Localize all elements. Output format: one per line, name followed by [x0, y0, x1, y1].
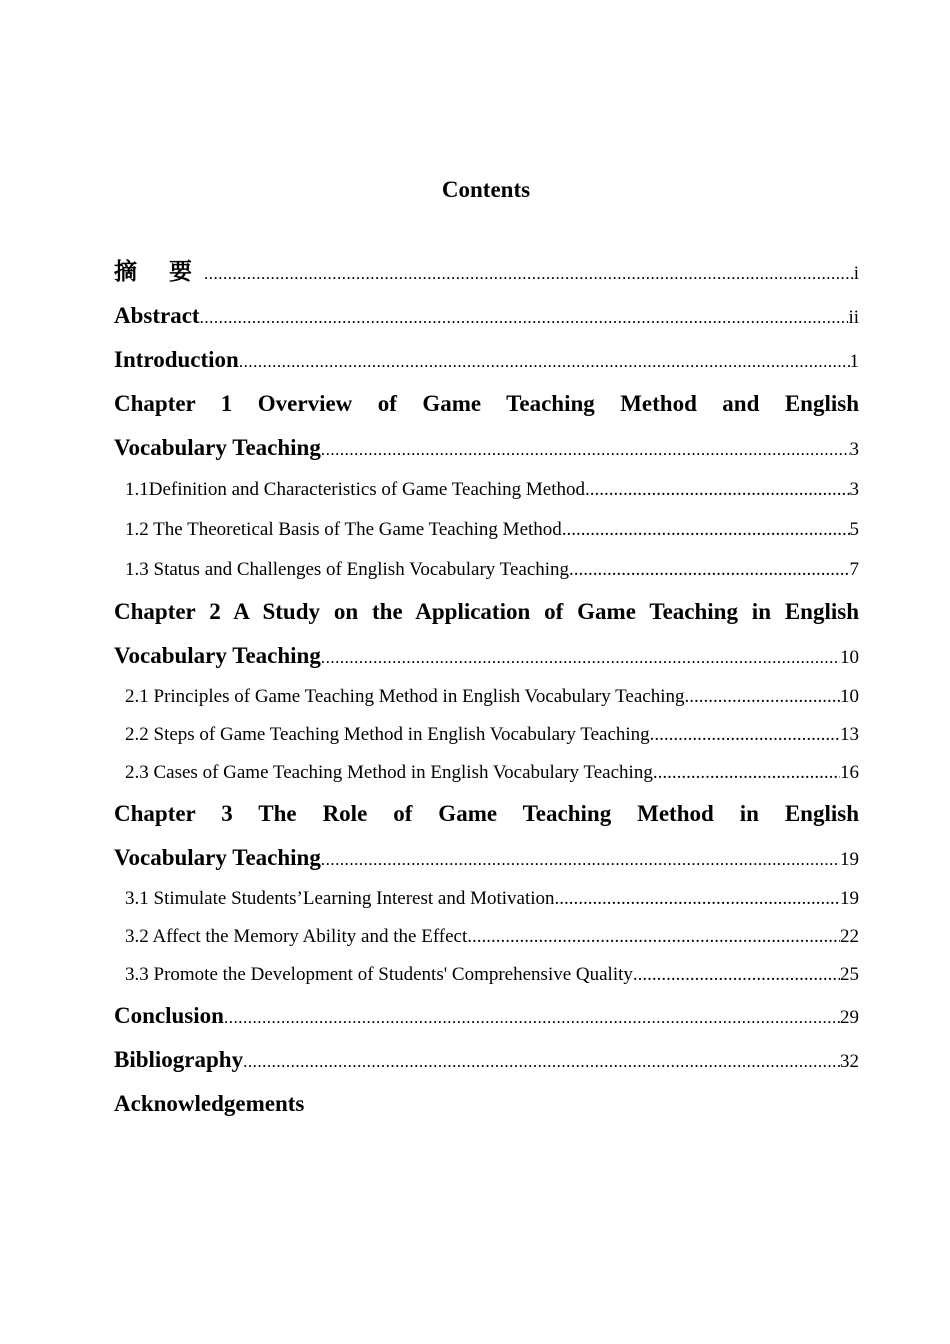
toc-label: Conclusion [114, 1003, 224, 1028]
toc-page-number: 19 [840, 849, 859, 870]
toc-label: 2.3 Cases of Game Teaching Method in English Vocabulary Teaching [125, 762, 653, 783]
dot-leader [321, 428, 850, 472]
toc-page-number: 16 [840, 762, 859, 783]
toc-page-number: 3 [849, 439, 859, 460]
toc-page-number: ii [848, 307, 859, 328]
toc-label: 2.2 Steps of Game Teaching Method in English Vocabulary Teaching [125, 724, 650, 745]
dot-leader [562, 510, 850, 550]
toc-page-number: 32 [840, 1051, 859, 1072]
dot-leader [204, 252, 854, 296]
toc-label: 2.1 Principles of Game Teaching Method in English Vocabulary Teaching [125, 686, 685, 707]
toc-label: Bibliography [114, 1047, 244, 1072]
toc-label: Acknowledgements [114, 1091, 305, 1116]
dot-leader [467, 918, 840, 956]
toc-entry-section-1-2[interactable] [114, 510, 859, 550]
toc-page-number: 29 [840, 1007, 859, 1028]
dot-leader [633, 956, 840, 994]
toc-entry-section-2-3[interactable] [114, 754, 859, 792]
toc-page-number: 10 [840, 686, 859, 707]
dot-leader [239, 340, 850, 384]
toc-label: Introduction [114, 347, 239, 372]
toc-page-number: 25 [840, 964, 859, 985]
toc-page-number: 3 [849, 479, 859, 500]
toc-label: Abstract [114, 303, 200, 328]
toc-label: 3.1 Stimulate Students’Learning Interest and Motivation [125, 888, 555, 909]
dot-leader [555, 880, 840, 918]
toc-entry-bibliography[interactable] [114, 1038, 859, 1082]
toc-entry-section-1-3[interactable] [114, 550, 859, 590]
dot-leader [685, 678, 841, 716]
dot-leader [321, 838, 840, 882]
toc-label-line-2: Vocabulary Teaching [114, 845, 321, 870]
toc-entry-section-2-2[interactable] [114, 716, 859, 754]
toc-label: 1.3 Status and Challenges of English Vocabulary Teaching [125, 559, 570, 580]
toc-entry-chapter-3[interactable] [114, 792, 859, 880]
toc-page-number: i [853, 263, 859, 284]
dot-leader [321, 636, 840, 680]
toc-entry-section-2-1[interactable] [114, 678, 859, 716]
toc-entry-abstract-cn[interactable] [114, 250, 859, 294]
toc-entry-acknowledgements[interactable] [114, 1082, 859, 1126]
dot-leader [224, 996, 840, 1040]
toc-page-number: 5 [849, 519, 859, 540]
toc-page-number: 22 [840, 926, 859, 947]
dot-leader [650, 716, 840, 754]
dot-leader [585, 470, 850, 510]
toc-label: 摘 要 [114, 259, 205, 285]
toc-label-line-2: Vocabulary Teaching [114, 643, 321, 668]
toc-entry-chapter-1[interactable] [114, 382, 859, 470]
dot-leader [243, 1040, 840, 1084]
toc-label-line-1: Chapter 3 The Role of Game Teaching Method in English [114, 801, 859, 826]
toc-entry-section-1-1[interactable] [114, 470, 859, 510]
toc-page-number: 1 [849, 351, 859, 372]
toc-entry-section-3-1[interactable] [114, 880, 859, 918]
dot-leader [569, 550, 849, 590]
dot-leader [653, 754, 840, 792]
page-title: Contents [441, 177, 531, 202]
toc-page-number: 13 [840, 724, 859, 745]
toc-entry-abstract[interactable] [114, 294, 859, 338]
table-of-contents [114, 250, 859, 1126]
toc-label: 1.2 The Theoretical Basis of The Game Teaching Method [125, 519, 562, 540]
toc-label-line-1: Chapter 2 A Study on the Application of Game Teaching in English [114, 599, 859, 624]
toc-entry-section-3-3[interactable] [114, 956, 859, 994]
toc-entry-conclusion[interactable] [114, 994, 859, 1038]
toc-page-number: 19 [840, 888, 859, 909]
toc-page-number: 7 [849, 559, 859, 580]
toc-label: 3.3 Promote the Development of Students' Comprehensive Quality [125, 964, 633, 985]
toc-entry-introduction[interactable] [114, 338, 859, 382]
toc-label: 1.1Definition and Characteristics of Game Teaching Method [125, 479, 585, 500]
toc-label-line-1: Chapter 1 Overview of Game Teaching Method and English [114, 391, 859, 416]
toc-entry-chapter-2[interactable] [114, 590, 859, 678]
dot-leader [200, 296, 849, 340]
toc-entry-section-3-2[interactable] [114, 918, 859, 956]
toc-page-number: 10 [840, 647, 859, 668]
toc-label: 3.2 Affect the Memory Ability and the Effect [125, 926, 468, 947]
toc-label-line-2: Vocabulary Teaching [114, 435, 321, 460]
